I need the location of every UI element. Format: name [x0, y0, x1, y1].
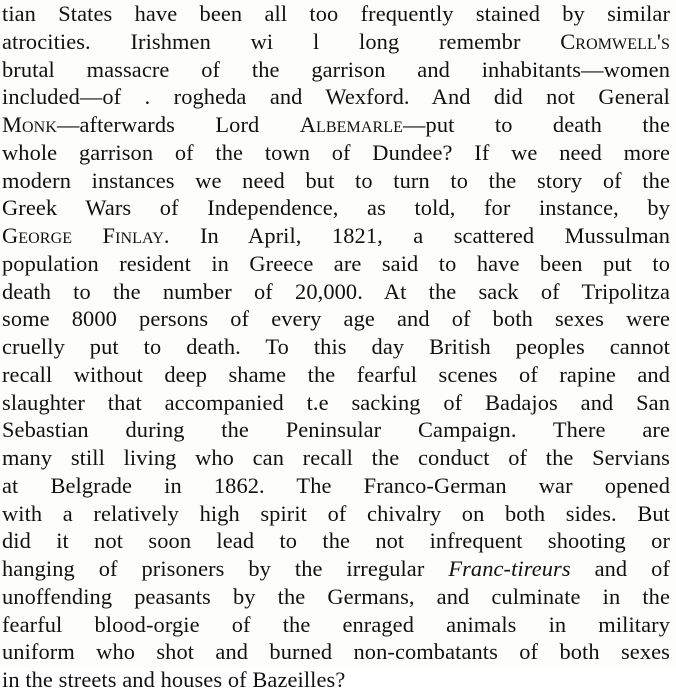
- text-run: at Belgrade in 1862. The Franco-German war opened: [2, 472, 670, 498]
- text-line: [2, 0, 670, 28]
- proper-name-text: Cromwell's: [560, 28, 671, 54]
- text-run: and of: [570, 556, 670, 581]
- text-run: slaughter that accompanied t.e sacking of Badajos and San: [2, 389, 670, 415]
- text-run: —afterwards Lord: [56, 112, 300, 137]
- proper-name-text: George Finlay: [2, 223, 164, 248]
- text-run: cruelly put to death. To this day British peoples cannot: [2, 334, 670, 359]
- text-run: whole garrison of the town of Dundee? If we need more: [2, 139, 670, 165]
- text-run: with a relatively high spirit of chivalry on both sides. But: [2, 500, 670, 526]
- text-run: atrocities. Irishmen wi l long rememb: [2, 28, 513, 54]
- text-line: [2, 83, 670, 111]
- text-line: [2, 472, 670, 500]
- text-line: [2, 111, 670, 139]
- text-line: [2, 250, 670, 278]
- text-line: [2, 305, 670, 333]
- text-line: [2, 28, 670, 56]
- text-run: tian States have been all too frequently stained by similar: [2, 1, 670, 26]
- text-line: [2, 527, 670, 555]
- text-line: [2, 500, 670, 528]
- text-run: death to the number of 20,000. At the sack of Tripolitza: [2, 278, 670, 304]
- text-line: [2, 389, 670, 417]
- text-line: [2, 416, 670, 444]
- text-line: [2, 611, 670, 639]
- text-line: [2, 555, 670, 583]
- body-paragraph: [2, 0, 670, 694]
- text-line: [2, 583, 670, 611]
- proper-name-text: Albemarle: [299, 112, 404, 137]
- text-line: [2, 222, 670, 250]
- text-line: [2, 666, 670, 694]
- text-line: [2, 333, 670, 361]
- text-run: population resident in Greece are said to have been put to: [2, 250, 670, 276]
- text-line: [2, 167, 670, 195]
- text-run: Sebastian during the Peninsular Campaign. There are: [2, 417, 670, 443]
- text-line: [2, 139, 670, 167]
- text-line: [2, 638, 670, 666]
- text-line: [2, 278, 670, 306]
- text-run: some 8000 persons of every age and of both sexes were: [2, 306, 670, 332]
- text-run: did it not soon lead to the not infrequent shooting or: [2, 528, 670, 554]
- text-run: many still living who can recall the conduct of the Servians: [2, 445, 670, 470]
- text-run: recall without deep shame the fearful scenes of rapine and: [2, 361, 670, 387]
- text-run: hanging of prisoners by the irregular: [2, 556, 449, 581]
- text-run: brutal massacre of the garrison and inhabitants—women: [2, 56, 670, 82]
- text-run: unoffending peasants by the Germans, and culminate in the: [2, 583, 670, 609]
- text-run: modern instances we need but to turn to the story of the: [2, 167, 670, 193]
- text-line: [2, 361, 670, 389]
- text-run: . In April, 1821, a scattered Mussulman: [163, 223, 670, 248]
- proper-name-text: Monk: [2, 112, 57, 137]
- text-run: uniform who shot and burned non-combatants of both sexes: [2, 639, 670, 665]
- text-run: Greek Wars of Independence, as told, for instance, by: [2, 195, 670, 221]
- text-run: included—of . rogheda and Wexford. And did not General: [2, 84, 670, 110]
- text-run: in the streets and houses of Bazeilles?: [2, 667, 346, 692]
- italic-term-text: Franc-tireurs: [448, 556, 571, 581]
- text-line: [2, 56, 670, 84]
- text-run: —put to death the: [403, 112, 670, 137]
- text-line: [2, 194, 670, 222]
- text-line: [2, 444, 670, 472]
- text-run: r: [512, 28, 561, 54]
- text-run: fearful blood-orgie of the enraged animals in military: [2, 611, 670, 637]
